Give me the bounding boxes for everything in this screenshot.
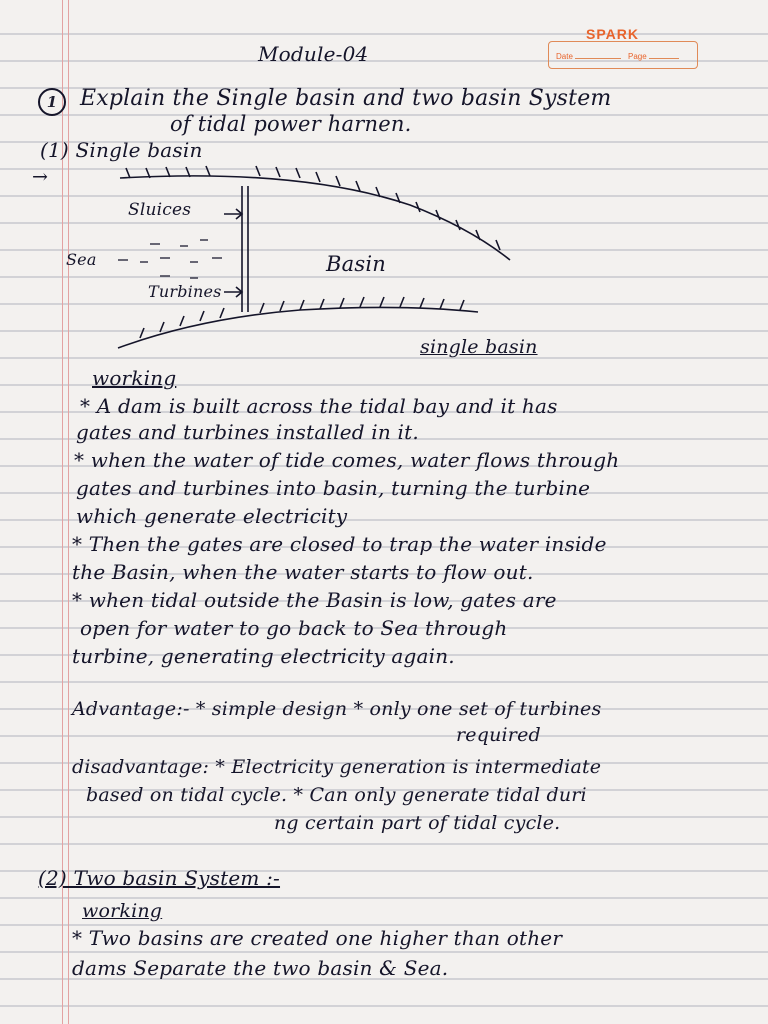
diagram-caption: single basin — [420, 336, 538, 358]
working-line: * Then the gates are closed to trap the water inside — [72, 532, 607, 556]
sea-label: Sea — [66, 250, 97, 269]
disadvantage-line-3: ng certain part of tidal cycle. — [274, 812, 561, 834]
working-line: the Basin, when the water starts to flow out. — [72, 560, 534, 584]
arrow-mark: → — [32, 166, 49, 188]
date-label: Date — [556, 52, 573, 61]
sluices-label: Sluices — [128, 200, 192, 220]
question-number: 1 — [38, 88, 66, 116]
question-line-1: Explain the Single basin and two basin System — [80, 86, 612, 111]
working-line: gates and turbines installed in it. — [76, 420, 419, 444]
section-2-line-1: * Two basins are created one higher than other — [72, 926, 563, 950]
advantage-line-2: required — [456, 724, 541, 746]
disadvantage-line-1: disadvantage: * Electricity generation is intermediate — [72, 756, 602, 778]
working-title: working — [92, 366, 177, 390]
section-2-working-title: working — [82, 900, 163, 922]
advantage-line-1: Advantage:- * simple design * only one set of turbines — [72, 698, 602, 720]
page-label: Page — [628, 52, 647, 61]
turbines-label: Turbines — [148, 282, 222, 301]
section-1-title: (1) Single basin — [40, 138, 203, 162]
section-2-title: (2) Two basin System :- — [38, 866, 281, 890]
basin-label: Basin — [326, 252, 386, 276]
working-line: * A dam is built across the tidal bay and it has — [80, 394, 558, 418]
working-line: which generate electricity — [76, 504, 348, 528]
module-heading: Module-04 — [258, 42, 369, 66]
brand-logo: SPARK — [586, 26, 639, 42]
section-2-line-2: dams Separate the two basin & Sea. — [72, 956, 449, 980]
working-line: * when the water of tide comes, water flows through — [74, 448, 620, 472]
question-line-2: of tidal power harnen. — [170, 112, 412, 136]
working-line: * when tidal outside the Basin is low, gates are — [72, 588, 557, 612]
working-line: gates and turbines into basin, turning the turbine — [76, 476, 591, 500]
working-line: open for water to go back to Sea through — [80, 616, 508, 640]
disadvantage-line-2: based on tidal cycle. * Can only generate tidal duri — [86, 784, 587, 806]
working-line: turbine, generating electricity again. — [72, 644, 455, 668]
